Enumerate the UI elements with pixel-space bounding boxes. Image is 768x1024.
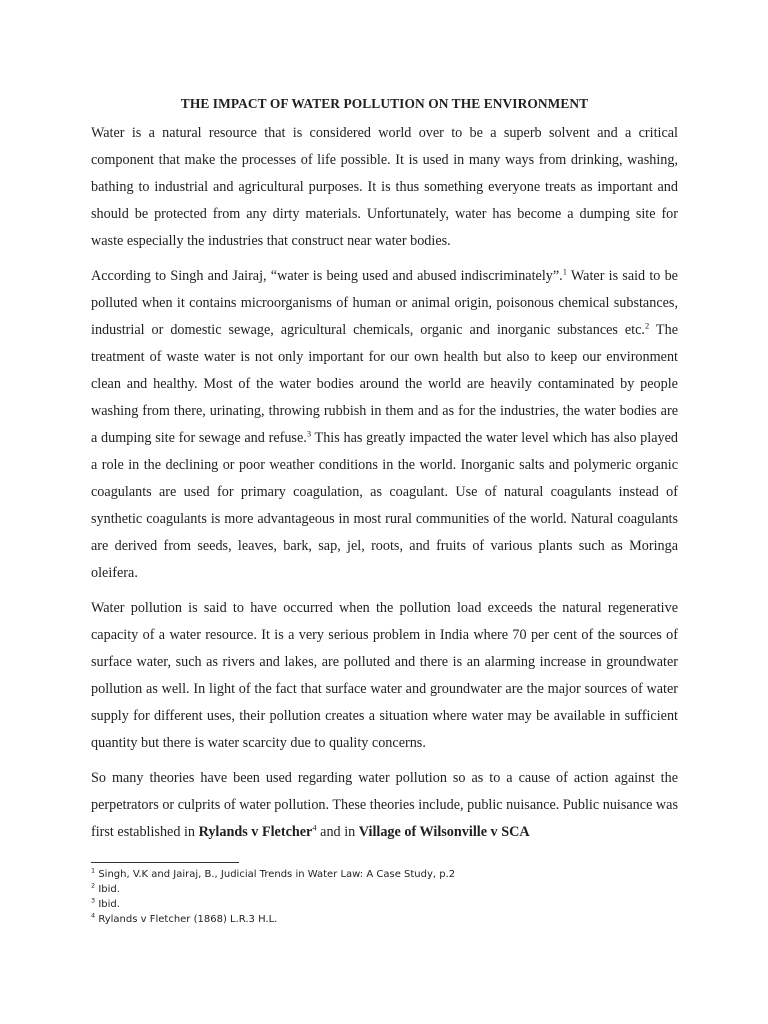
document-body bbox=[91, 94, 678, 854]
footnote-2 bbox=[91, 882, 678, 897]
case-name-rylands: Rylands v Fletcher bbox=[198, 824, 313, 840]
paragraph-4-text-2: and in bbox=[316, 824, 359, 840]
footnote-text: Ibid. bbox=[95, 884, 120, 895]
case-name-wilsonville: Village of Wilsonville v SCA bbox=[358, 824, 530, 840]
footnotes bbox=[91, 867, 678, 927]
document-title: THE IMPACT OF WATER POLLUTION ON THE ENVIRONMENT bbox=[180, 96, 589, 111]
paragraph-2-sentence-1: According to Singh and Jairaj, “water is being used and abused indiscriminately”. bbox=[91, 268, 563, 284]
footnote-ref-1: 1 bbox=[562, 266, 567, 277]
footnote-3 bbox=[91, 897, 678, 912]
footnote-text: Ibid. bbox=[95, 899, 120, 910]
footnote-number: 4 bbox=[91, 911, 96, 920]
footnote-number: 1 bbox=[91, 866, 96, 875]
paragraph-2-sentence-4: This has greatly impacted the water level which has also played a role in the declining or poor weather conditions in the world. Inorganic salts and polymeric organic coagulants are used for primary coagulation, as coagulant. Use of natural coagulants instead of synthetic coagulants is more advantageous in most rural communities of the world. Natural coagulants are derived from seeds, leaves, bark, sap, jel, roots, and fruits of various plants such as Moringa oleifera. bbox=[91, 430, 679, 581]
footnote-ref-3: 3 bbox=[306, 428, 312, 439]
paragraph-4-text-1: So many theories have been used regarding water pollution so as to a cause of action against the perpetrators or culprits of water pollution. These theories include, public nuisance. Public nuisance was first established in bbox=[91, 770, 678, 840]
paragraph-2-sentence-3: The treatment of waste water is not only important for our own health but also to keep our environment clean and healthy. Most of the water bodies around the world are heavily contaminated by people washing from there, urinating, throwing rubbish in them and as for the industries, the water bodies are a dumping site for sewage and refuse. bbox=[91, 322, 678, 446]
footnote-number: 2 bbox=[91, 881, 96, 890]
footnote-ref-4: 4 bbox=[312, 822, 317, 833]
paragraph-2-sentence-2: Water is said to be polluted when it contains microorganisms of human or animal origin, poisonous chemical substances, industrial or domestic sewage, agricultural chemicals, organic and inorganic substances etc. bbox=[91, 268, 678, 338]
paragraph-3: Water pollution is said to have occurred when the pollution load exceeds the natural regenerative capacity of a water resource. It is a very serious problem in India where 70 per cent of the sources of surface water, such as rivers and lakes, are polluted and there is an alarming increase in groundwater pollution as well. In light of the fact that surface water and groundwater are the major sources of water supply for different uses, their pollution creates a situation where water may be available in sufficient quantity but there is water scarcity due to quality concerns. bbox=[91, 600, 678, 751]
footnote-number: 3 bbox=[91, 896, 96, 905]
footnote-separator bbox=[91, 862, 239, 863]
footnote-1 bbox=[91, 867, 678, 882]
footnote-text: Rylands v Fletcher (1868) L.R.3 H.L. bbox=[95, 914, 278, 925]
footnote-4 bbox=[91, 912, 678, 927]
paragraph-2 bbox=[91, 263, 678, 587]
footnote-text: Singh, V.K and Jairaj, B., Judicial Trends in Water Law: A Case Study, p.2 bbox=[95, 869, 456, 880]
paragraph-1: Water is a natural resource that is considered world over to be a superb solvent and a critical component that make the processes of life possible. It is used in many ways from drinking, washing, bathing to industrial and agricultural purposes. It is thus something everyone treats as important and should be protected from any dirty materials. Unfortunately, water has become a dumping site for waste especially the industries that construct near water bodies. bbox=[91, 125, 678, 249]
footnote-ref-2: 2 bbox=[644, 320, 650, 331]
paragraph-4 bbox=[91, 765, 678, 846]
